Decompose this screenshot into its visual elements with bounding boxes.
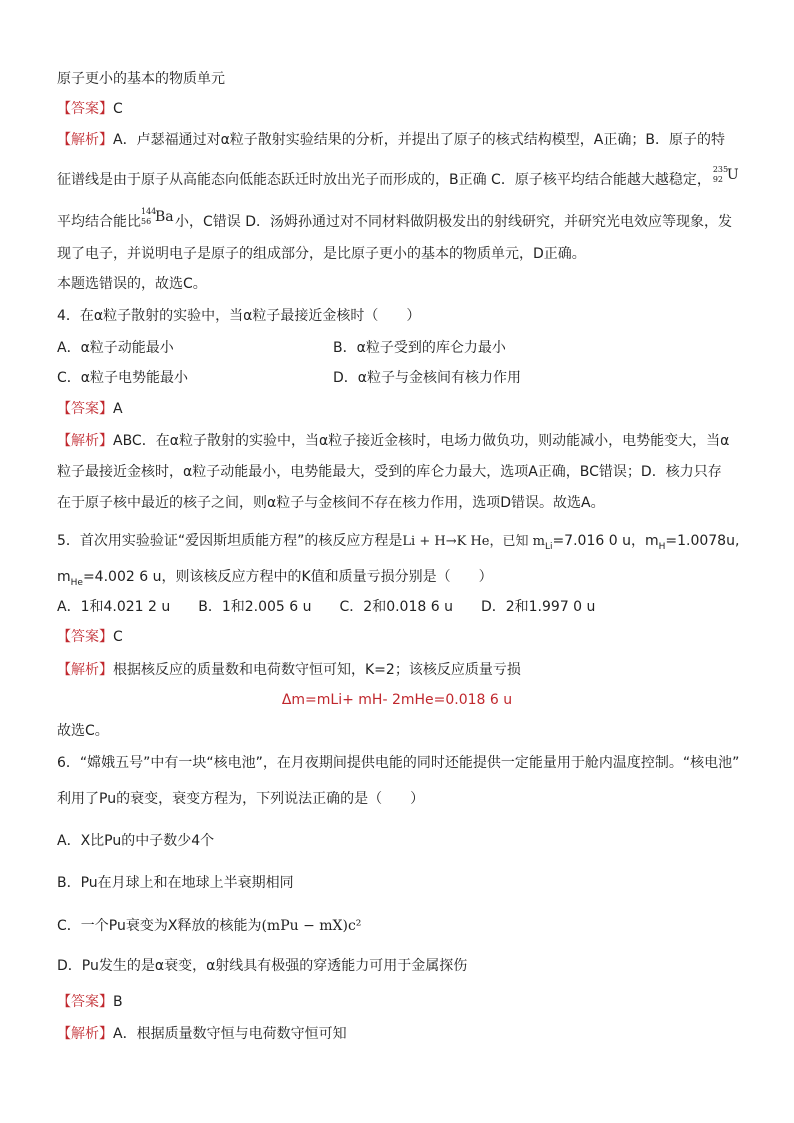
explanation-line bbox=[57, 1025, 347, 1043]
subscript: H bbox=[658, 541, 666, 552]
option-text: Pu的中子数少4个 bbox=[104, 833, 215, 849]
explanation-tag: 【解析】 bbox=[57, 433, 113, 449]
energy-formula: (mPu − mX)c² bbox=[261, 918, 362, 934]
explanation-line bbox=[57, 166, 739, 189]
text-line: 原子更小的基本的物质单元 bbox=[57, 71, 225, 87]
answer-value: B bbox=[113, 994, 123, 1010]
question-text: =7.016 0 u，m bbox=[552, 533, 659, 549]
explanation-tag: 【解析】 bbox=[57, 132, 113, 148]
question-5-line2 bbox=[57, 568, 493, 592]
explanation-text: A．卢瑟福通过对α粒子散射实验结果的分析，并提出了原子的核式结构模型，A正确；B．原子的特 bbox=[113, 132, 725, 148]
question-text: m bbox=[57, 569, 71, 585]
explanation-line: 故选C。 bbox=[57, 723, 109, 739]
mass-number: 144 bbox=[141, 207, 157, 216]
explanation-line bbox=[57, 131, 725, 149]
reaction-equation: Li + H→K He，已知 m bbox=[402, 534, 545, 549]
explanation-text: 小，C错误 D．汤姆孙通过对不同材料做阴极发出的射线研究，并研究光电效应等现象，发 bbox=[175, 214, 733, 230]
option-a: A．α粒子动能最小 bbox=[57, 340, 174, 356]
question-text: =1.0078u, bbox=[665, 533, 740, 549]
explanation-tag: 【解析】 bbox=[57, 662, 113, 678]
question-6-line1: 6．“嫦娥五号”中有一块“核电池”，在月夜期间提供电能的同时还能提供一定能量用于舱内温度控制。“核电池” bbox=[57, 755, 740, 771]
question-text: 利用了 bbox=[57, 791, 99, 807]
charge-number: 92 bbox=[712, 175, 724, 184]
answer-tag: 【答案】 bbox=[57, 629, 113, 645]
answer-line bbox=[57, 993, 123, 1011]
explanation-line: 现了电子，并说明电子是原子的组成部分，是比原子更小的基本的物质单元，D正确。 bbox=[57, 246, 586, 262]
option-text: C．一个 bbox=[57, 918, 109, 934]
question-text: 5．首次用实验验证“爱因斯坦质能方程”的核反应方程是 bbox=[57, 533, 403, 549]
option-b: B．Pu在月球上和在地球上半衰期相同 bbox=[57, 875, 294, 891]
subscript: Li bbox=[544, 541, 553, 552]
element-symbol: U bbox=[726, 167, 739, 183]
explanation-tag: 【解析】 bbox=[57, 1026, 113, 1042]
subscript: He bbox=[70, 577, 83, 588]
answer-line bbox=[57, 400, 123, 418]
option-label: A． bbox=[57, 833, 81, 849]
uranium-nuclide bbox=[711, 166, 739, 184]
question-5-options: A．1和4.021 2 u B．1和2.005 6 u C．2和0.018 6 u D．2和1.997 0 u bbox=[57, 599, 596, 615]
question-text: Pu的衰变，衰变方程为 bbox=[99, 791, 243, 807]
charge-number: 56 bbox=[141, 217, 152, 226]
question-4: 4．在α粒子散射的实验中，当α粒子最接近金核时（ ） bbox=[57, 308, 421, 324]
answer-value: A bbox=[113, 401, 123, 417]
question-5-line1 bbox=[57, 532, 739, 556]
explanation-text: 根据核反应的质量数和电荷数守恒可知，K=2；该核反应质量亏损 bbox=[113, 662, 521, 678]
option-d: D．Pu发生的是α衰变，α射线具有极强的穿透能力可用于金属探伤 bbox=[57, 958, 468, 974]
explanation-line: 本题选错误的，故选C。 bbox=[57, 276, 207, 292]
explanation-text: 征谱线是由于原子从高能态向低能态跃迁时放出光子而形成的，B正确 C．原子核平均结合能越大越稳定， bbox=[57, 172, 711, 188]
explanation-text: 平均结合能比 bbox=[57, 214, 141, 230]
element-symbol: Ba bbox=[155, 209, 174, 225]
mass-defect-equation: Δm=mLi+ mH- 2mHe=0.018 6 u bbox=[281, 692, 513, 708]
option-text: Pu衰变为 bbox=[108, 918, 168, 934]
explanation-text: ABC．在α粒子散射的实验中，当α粒子接近金核时，电场力做负功，则动能减小，电势能变大，当α bbox=[113, 433, 730, 449]
barium-nuclide bbox=[141, 208, 175, 226]
explanation-line: 在于原子核中最近的核子之间，则α粒子与金核间不存在核力作用，选项D错误。故选A。 bbox=[57, 495, 605, 511]
option-b: B．α粒子受到的库仑力最小 bbox=[333, 340, 506, 356]
answer-value: C bbox=[113, 101, 123, 117]
answer-line bbox=[57, 628, 123, 646]
question-6-line2 bbox=[57, 790, 424, 808]
answer-tag: 【答案】 bbox=[57, 994, 113, 1010]
answer-line bbox=[57, 100, 123, 118]
answer-tag: 【答案】 bbox=[57, 401, 113, 417]
explanation-line bbox=[57, 661, 521, 679]
answer-tag: 【答案】 bbox=[57, 101, 113, 117]
answer-value: C bbox=[113, 629, 123, 645]
mass-number: 235 bbox=[712, 165, 729, 174]
option-text: Pu在月球上和在地球上半衰期相同 bbox=[80, 875, 294, 891]
option-text: Pu发生的是α衰变，α射线具有极强的穿透能力可用于金属探伤 bbox=[81, 958, 468, 974]
option-c bbox=[57, 917, 361, 935]
option-a bbox=[57, 832, 214, 850]
option-d: D．α粒子与金核间有核力作用 bbox=[333, 370, 522, 386]
question-text: =4.002 6 u，则该核反应方程中的K值和质量亏损分别是（ ） bbox=[82, 569, 493, 585]
option-c: C．α粒子电势能最小 bbox=[57, 370, 189, 386]
explanation-line: 粒子最接近金核时，α粒子动能最小，电势能最大，受到的库仑力最大，选项A正确，BC错误；D．核力只存 bbox=[57, 464, 722, 480]
explanation-line bbox=[57, 432, 729, 450]
question-text: ，下列说法正确的是（ ） bbox=[242, 791, 425, 807]
explanation-text: A．根据质量数守恒与电荷数守恒可知 bbox=[113, 1026, 347, 1042]
option-text: X释放的核能为 bbox=[167, 918, 262, 934]
explanation-line bbox=[57, 208, 732, 231]
option-text: X比 bbox=[80, 833, 105, 849]
